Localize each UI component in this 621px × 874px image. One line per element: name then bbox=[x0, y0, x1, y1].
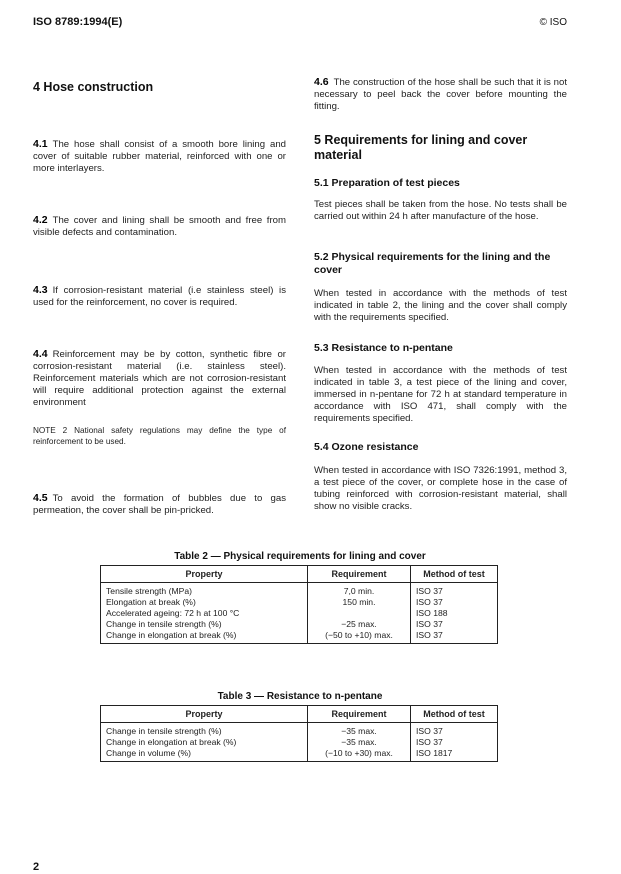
clause-5-3-text: When tested in accordance with the methods of test indicated in table 3, a test piece of the lining and cover, immersed in n-pentane for 72 h at standard temperature in accordance with ISO 471, shall comply with the requirements specified. bbox=[314, 365, 567, 424]
property-cell: Change in elongation at break (%) bbox=[101, 630, 308, 644]
method-cell: ISO 37 bbox=[411, 723, 498, 738]
table-3-title: Table 3 — Resistance to n-pentane bbox=[217, 691, 383, 702]
clause-number: 4.2 bbox=[33, 214, 48, 226]
property-cell: Change in volume (%) bbox=[101, 748, 308, 762]
table-row bbox=[101, 737, 498, 748]
method-cell: ISO 37 bbox=[411, 619, 498, 630]
clause-5-1-text: Test pieces shall be taken from the hose. No tests shall be carried out within 24 h after manufacture of the hose. bbox=[314, 199, 567, 222]
clause-text: To avoid the formation of bubbles due to gas permeation, the cover shall be pin-pricked. bbox=[33, 493, 286, 516]
section-5-heading: 5 Requirements for lining and cover material bbox=[314, 133, 528, 162]
method-cell: ISO 37 bbox=[411, 597, 498, 608]
column-header: Method of test bbox=[411, 566, 498, 583]
table-2-title: Table 2 — Physical requirements for lining and cover bbox=[174, 551, 426, 562]
copyright: © ISO bbox=[539, 17, 567, 28]
table-row bbox=[101, 630, 498, 644]
requirement-cell: 7,0 min. bbox=[308, 583, 411, 598]
clause-text: Reinforcement may be by cotton, synthetic fibre or corrosion-resistant material (i.e. stainless steel). Reinforcement materials which are not corrosion-resistant will require additional protection against the external environment bbox=[33, 349, 286, 408]
clause-text: The cover and lining shall be smooth and free from visible defects and contamination. bbox=[33, 215, 286, 238]
property-cell: Elongation at break (%) bbox=[101, 597, 308, 608]
column-header: Requirement bbox=[308, 706, 411, 723]
method-cell: ISO 37 bbox=[411, 583, 498, 598]
page-number: 2 bbox=[33, 861, 40, 873]
property-cell: Change in elongation at break (%) bbox=[101, 737, 308, 748]
column-header: Method of test bbox=[411, 706, 498, 723]
clause-4-3 bbox=[33, 284, 286, 309]
column-header: Requirement bbox=[308, 566, 411, 583]
note-2: NOTE 2 National safety regulations may define the type of reinforcement to be used. bbox=[33, 426, 286, 446]
requirement-cell: (−50 to +10) max. bbox=[308, 630, 411, 644]
section-5-4-heading: 5.4 Ozone resistance bbox=[314, 441, 419, 453]
requirement-cell bbox=[308, 608, 411, 619]
table-row bbox=[101, 597, 498, 608]
method-cell: ISO 37 bbox=[411, 737, 498, 748]
clause-number: 4.4 bbox=[33, 348, 48, 360]
property-cell: Tensile strength (MPa) bbox=[101, 583, 308, 598]
table-row bbox=[101, 748, 498, 762]
requirement-cell: −35 max. bbox=[308, 737, 411, 748]
requirement-cell: 150 min. bbox=[308, 597, 411, 608]
requirement-cell: (−10 to +30) max. bbox=[308, 748, 411, 762]
property-cell: Change in tensile strength (%) bbox=[101, 723, 308, 738]
clause-text: The construction of the hose shall be such that it is not necessary to peel back the cover before mounting the fitting. bbox=[314, 77, 567, 112]
requirement-cell: −35 max. bbox=[308, 723, 411, 738]
table-2 bbox=[100, 565, 498, 644]
section-5-1-heading: 5.1 Preparation of test pieces bbox=[314, 177, 460, 189]
method-cell: ISO 1817 bbox=[411, 748, 498, 762]
table-row bbox=[101, 723, 498, 738]
table-3 bbox=[100, 705, 498, 762]
clause-number: 4.5 bbox=[33, 492, 48, 504]
clause-4-6 bbox=[314, 76, 567, 113]
clause-5-4-text: When tested in accordance with ISO 7326:1991, method 3, a test piece of the cover, or complete hose in the case of tubing reinforced with corrosion-resistant material, shall show no visible cracks. bbox=[314, 465, 567, 512]
clause-4-4 bbox=[33, 348, 286, 409]
requirement-cell: −25 max. bbox=[308, 619, 411, 630]
clause-4-2 bbox=[33, 214, 286, 239]
section-5-3-heading: 5.3 Resistance to n-pentane bbox=[314, 342, 453, 354]
column-header: Property bbox=[101, 706, 308, 723]
table-row bbox=[101, 583, 498, 598]
clause-4-1 bbox=[33, 138, 286, 175]
clause-4-5 bbox=[33, 492, 286, 517]
document-id: ISO 8789:1994(E) bbox=[33, 16, 123, 28]
clause-number: 4.3 bbox=[33, 284, 48, 296]
property-cell: Change in tensile strength (%) bbox=[101, 619, 308, 630]
column-header: Property bbox=[101, 566, 308, 583]
table-row bbox=[101, 619, 498, 630]
clause-text: The hose shall consist of a smooth bore lining and cover of suitable rubber material, reinforced with one or more interlayers. bbox=[33, 139, 286, 174]
clause-number: 4.6 bbox=[314, 76, 329, 88]
section-5-2-heading: 5.2 Physical requirements for the lining and the cover bbox=[314, 251, 551, 276]
method-cell: ISO 37 bbox=[411, 630, 498, 644]
section-4-heading: 4 Hose construction bbox=[33, 80, 154, 94]
property-cell: Accelerated ageing: 72 h at 100 °C bbox=[101, 608, 308, 619]
clause-number: 4.1 bbox=[33, 138, 48, 150]
table-row bbox=[101, 608, 498, 619]
clause-text: If corrosion-resistant material (i.e stainless steel) is used for the reinforcement, no cover is required. bbox=[33, 285, 286, 308]
clause-5-2-text: When tested in accordance with the methods of test indicated in table 2, the lining and the cover shall comply with the requirements specified. bbox=[314, 288, 567, 323]
method-cell: ISO 188 bbox=[411, 608, 498, 619]
